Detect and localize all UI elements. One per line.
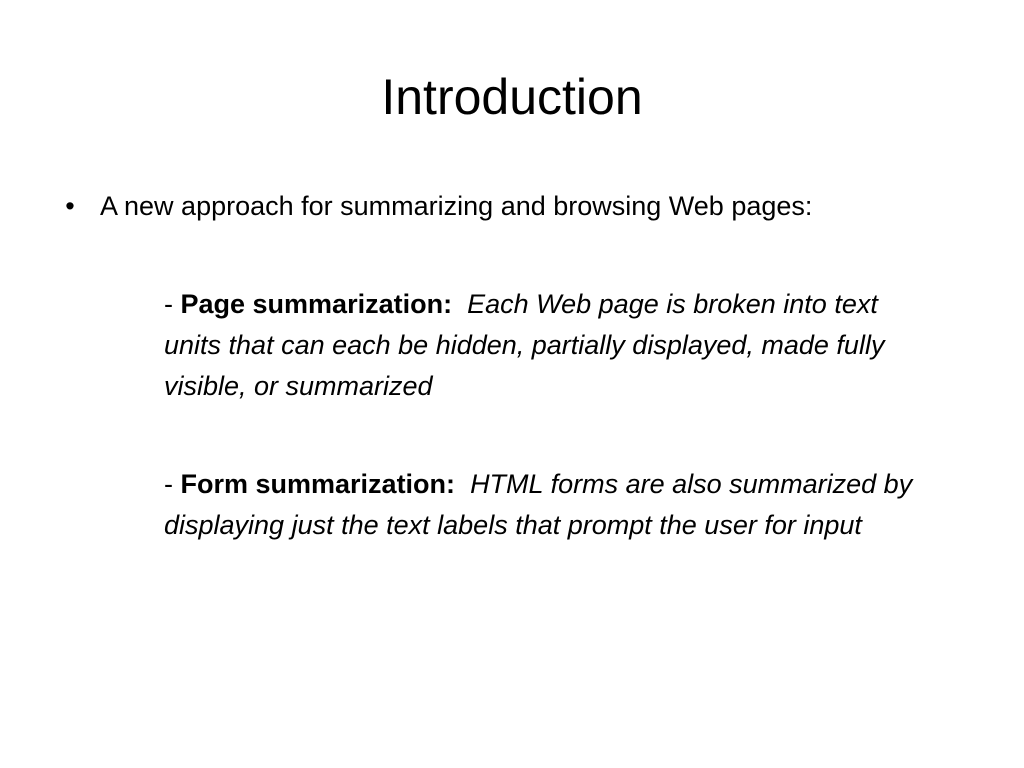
sub-item-dash: -	[164, 289, 181, 319]
sub-item-form-summarization	[164, 464, 924, 546]
sub-item-term: Form summarization:	[180, 469, 456, 499]
slide-title: Introduction	[381, 69, 643, 125]
sub-item-page-summarization	[164, 284, 924, 407]
sub-item-term: Page summarization:	[180, 289, 453, 319]
bullet-text: A new approach for summarizing and browsing Web pages:	[100, 191, 813, 221]
sub-item-description: Each Web page is broken into text units that can each be hidden, partially displayed, made fully visible, or summarized	[164, 289, 885, 401]
bullet-marker: •	[65, 191, 75, 221]
sub-item-description: HTML forms are also summarized by displaying just the text labels that prompt the user for input	[164, 469, 913, 540]
sub-item-dash: -	[164, 469, 181, 499]
